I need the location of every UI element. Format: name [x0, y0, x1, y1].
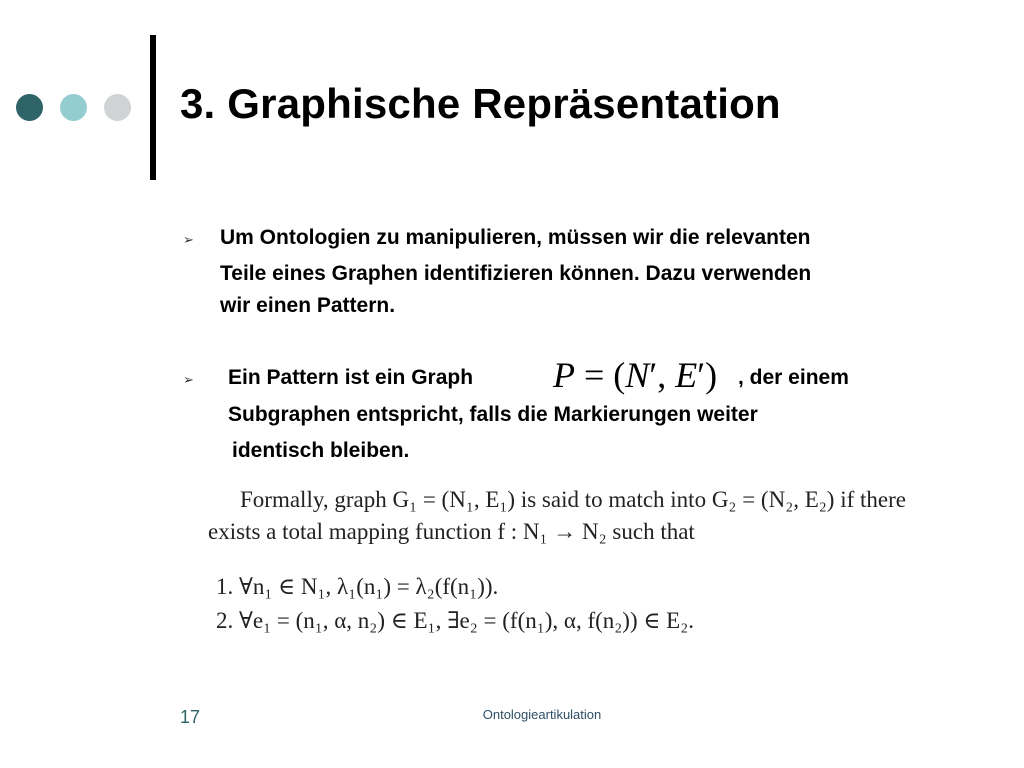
- bullet-marker-icon: ➢: [183, 372, 194, 387]
- bullet-marker-icon: ➢: [183, 232, 194, 247]
- decorative-dot-grey: [104, 94, 131, 121]
- decorative-dot-light: [60, 94, 87, 121]
- footer-label: Ontologieartikulation: [482, 707, 602, 722]
- bullet-1-line-2: Teile eines Graphen identifizieren können. Dazu verwenden: [220, 262, 812, 285]
- definition-line-1: Formally, graph G₁ = (N₁, E₁) is said to match into G₂ = (N₂, E₂) if there: [240, 487, 906, 512]
- decorative-dot-dark: [16, 94, 43, 121]
- bullet-2-line-1: Ein Pattern ist ein Graph: [228, 366, 474, 389]
- bullet-2-line-1-end: , der einem: [738, 366, 849, 389]
- slide-title: 3. Graphische Repräsentation: [180, 80, 781, 127]
- bullet-2-line-2: Subgraphen entspricht, falls die Markierungen weiter: [228, 403, 758, 426]
- bullet-2-line-3: identisch bleiben.: [232, 439, 410, 462]
- slide-number: 17: [180, 707, 201, 727]
- title-divider: [150, 35, 156, 180]
- pattern-formula: P = (N′, E′): [553, 355, 718, 395]
- definition-condition-1: 1. ∀n₁ ∈ N₁, λ₁(n₁) = λ₂(f(n₁)).: [216, 574, 499, 599]
- definition-line-2: exists a total mapping function f : N₁ → N₂ such that: [208, 519, 695, 544]
- definition-condition-2: 2. ∀e₁ = (n₁, α, n₂) ∈ E₁, ∃e₂ = (f(n₁), α, f(n₂)) ∈ E₂.: [216, 608, 694, 633]
- bullet-1-line-3: wir einen Pattern.: [220, 294, 396, 317]
- bullet-1-line-1: Um Ontologien zu manipulieren, müssen wir die relevanten: [220, 226, 811, 249]
